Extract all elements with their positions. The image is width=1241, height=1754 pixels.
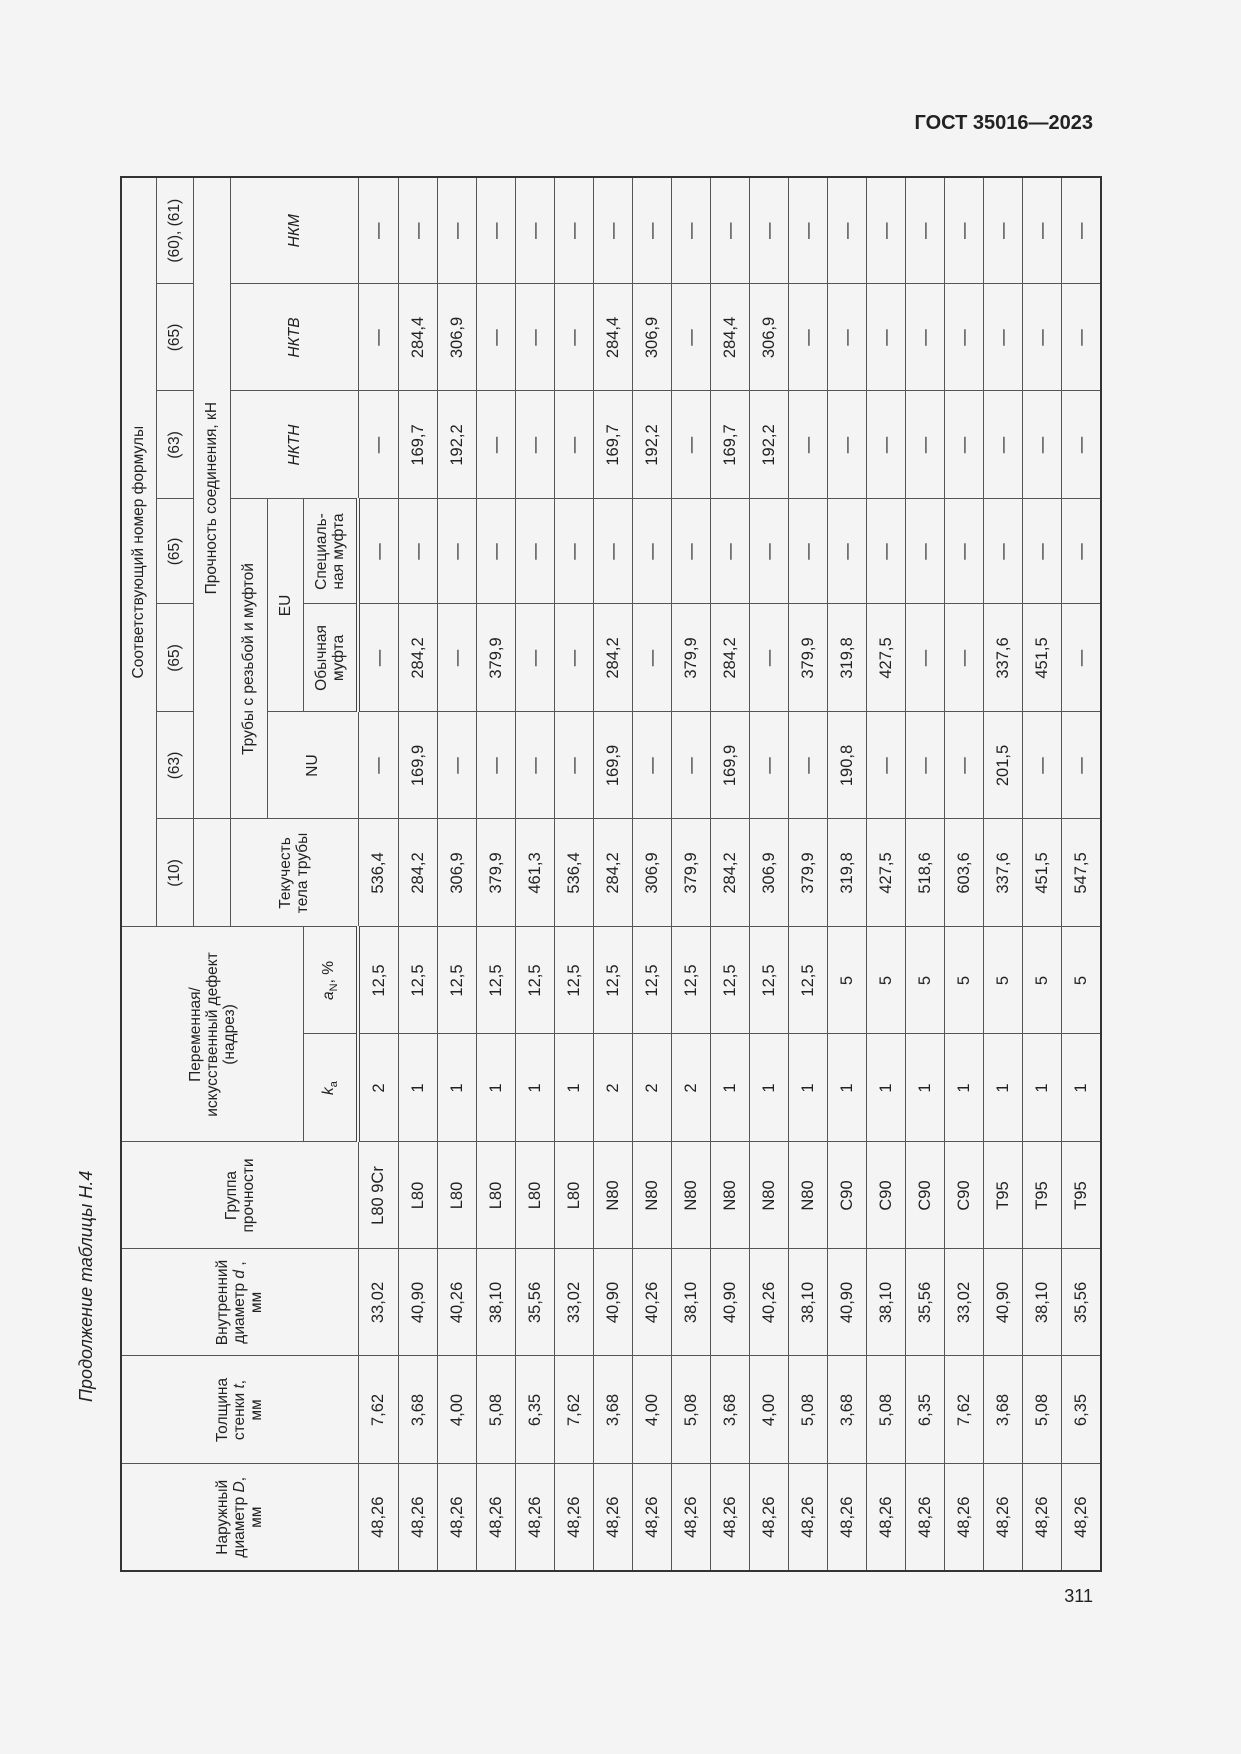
table-cell: — (789, 284, 828, 391)
table-cell: — (516, 604, 555, 712)
pipe-strength-table (120, 176, 1102, 1572)
table-cell: — (633, 177, 672, 284)
header-eu-special: Специаль- ная муфта (304, 499, 359, 604)
table-cell: 40,26 (633, 1249, 672, 1356)
table-cell: — (750, 177, 789, 284)
table-cell: 3,68 (984, 1356, 1023, 1464)
table-cell: — (828, 177, 867, 284)
table-cell: 3,68 (711, 1356, 750, 1464)
header-outer-diameter: Наружный диаметр D, мм (121, 1464, 358, 1571)
table-cell: — (438, 499, 477, 604)
table-cell: — (1023, 712, 1062, 819)
header-inner-diameter: Внутренний диаметр d , мм (121, 1249, 358, 1356)
table-cell: 284,4 (594, 284, 633, 391)
table-cell: 5,08 (477, 1356, 516, 1464)
table-cell: — (867, 391, 906, 499)
table-cell: 319,8 (828, 604, 867, 712)
table-cell: — (1062, 284, 1102, 391)
table-cell: 169,7 (594, 391, 633, 499)
header-formula-number: Соответствующий номер формулы (121, 177, 157, 927)
table-cell: 5,08 (789, 1356, 828, 1464)
table-cell: 284,4 (711, 284, 750, 391)
table-cell: — (358, 712, 399, 819)
table-cell: — (906, 391, 945, 499)
table-cell: 1 (906, 1034, 945, 1142)
table-cell: 4,00 (750, 1356, 789, 1464)
table-cell: 451,5 (1023, 819, 1062, 927)
table-cell: 40,90 (594, 1249, 633, 1356)
table-cell: — (358, 499, 399, 604)
table-cell: 169,9 (399, 712, 438, 819)
table-cell: — (945, 712, 984, 819)
table-cell: 35,56 (1062, 1249, 1102, 1356)
table-cell: 2 (594, 1034, 633, 1142)
table-cell: 48,26 (555, 1464, 594, 1571)
table-cell: — (399, 499, 438, 604)
table-cell: — (828, 284, 867, 391)
document-code: ГОСТ 35016—2023 (914, 112, 1093, 134)
table-body (358, 177, 1101, 1571)
table-cell: — (1023, 177, 1062, 284)
table-cell: 1 (555, 1034, 594, 1142)
table-cell: 48,26 (711, 1464, 750, 1571)
table-cell: 192,2 (633, 391, 672, 499)
table-cell: — (672, 499, 711, 604)
table-cell: 1 (1023, 1034, 1062, 1142)
table-cell: 284,4 (399, 284, 438, 391)
table-row (438, 177, 477, 1571)
table-cell: — (633, 604, 672, 712)
table-cell: L80 (399, 1142, 438, 1249)
table-cell: — (906, 177, 945, 284)
table-cell: — (477, 499, 516, 604)
table-cell: 2 (672, 1034, 711, 1142)
table-cell: 5,08 (1023, 1356, 1062, 1464)
table-cell: 48,26 (750, 1464, 789, 1571)
table-row (672, 177, 711, 1571)
header-an: $a_N$, % (304, 927, 359, 1034)
table-cell: 6,35 (1062, 1356, 1102, 1464)
table-cell: 35,56 (906, 1249, 945, 1356)
table-cell: — (1062, 177, 1102, 284)
table-cell: — (750, 499, 789, 604)
table-cell: N80 (633, 1142, 672, 1249)
table-row (789, 177, 828, 1571)
table-cell: 169,9 (711, 712, 750, 819)
table-cell: 603,6 (945, 819, 984, 927)
header-ka: $k_a$ (304, 1034, 359, 1142)
table-cell: — (358, 391, 399, 499)
table-cell: 536,4 (358, 819, 399, 927)
table-cell: 48,26 (399, 1464, 438, 1571)
table-cell: 284,2 (594, 819, 633, 927)
table-cell: 3,68 (399, 1356, 438, 1464)
header-nktv: НКТВ (231, 284, 359, 391)
table-cell: 48,26 (789, 1464, 828, 1571)
table-cell: — (477, 391, 516, 499)
table-cell: 284,2 (399, 604, 438, 712)
table-cell: 1 (984, 1034, 1023, 1142)
table-cell: N80 (789, 1142, 828, 1249)
table-cell: — (516, 391, 555, 499)
table-cell: — (1062, 712, 1102, 819)
table-cell: 306,9 (633, 284, 672, 391)
table-cell: — (867, 499, 906, 604)
table-cell: 306,9 (438, 819, 477, 927)
table-cell: 192,2 (750, 391, 789, 499)
table-cell: N80 (672, 1142, 711, 1249)
table-cell: 1 (711, 1034, 750, 1142)
table-cell: 337,6 (984, 819, 1023, 927)
table-cell: 427,5 (867, 604, 906, 712)
table-cell: 3,68 (828, 1356, 867, 1464)
table-cell: 4,00 (438, 1356, 477, 1464)
table-cell: 427,5 (867, 819, 906, 927)
table-caption: Продолжение таблицы Н.4 (76, 1170, 96, 1402)
table-cell: 169,7 (399, 391, 438, 499)
table-cell: 4,00 (633, 1356, 672, 1464)
table-cell: 33,02 (358, 1249, 399, 1356)
table-cell: 1 (945, 1034, 984, 1142)
table-cell: — (438, 712, 477, 819)
table-cell: — (633, 499, 672, 604)
table-cell: N80 (711, 1142, 750, 1249)
table-cell: 5 (1023, 927, 1062, 1034)
table-cell: — (945, 391, 984, 499)
table-cell: — (477, 284, 516, 391)
table-cell: — (555, 284, 594, 391)
table-cell: — (1023, 391, 1062, 499)
table-cell: 379,9 (477, 819, 516, 927)
formula-ref: (63) (157, 391, 194, 499)
table-cell: 40,90 (828, 1249, 867, 1356)
table-cell: 12,5 (594, 927, 633, 1034)
header-threaded-coupled: Трубы с резьбой и муфтой (231, 499, 268, 819)
table-cell: 48,26 (516, 1464, 555, 1571)
table-cell: — (1062, 604, 1102, 712)
table-cell: 7,62 (358, 1356, 399, 1464)
table-cell: 38,10 (789, 1249, 828, 1356)
table-cell: 12,5 (477, 927, 516, 1034)
table-cell: 379,9 (672, 819, 711, 927)
formula-ref: (65) (157, 284, 194, 391)
table-cell: 48,26 (594, 1464, 633, 1571)
table-cell: — (945, 177, 984, 284)
header-body-yield: Текучесть тела трубы (231, 819, 359, 927)
table-cell: 38,10 (477, 1249, 516, 1356)
table-cell: 306,9 (438, 284, 477, 391)
table-cell: — (906, 284, 945, 391)
table-cell: — (789, 712, 828, 819)
table-cell: — (594, 499, 633, 604)
table-row (594, 177, 633, 1571)
table-cell: 40,26 (750, 1249, 789, 1356)
table-cell: C90 (828, 1142, 867, 1249)
table-cell: 48,26 (867, 1464, 906, 1571)
table-cell: 1 (399, 1034, 438, 1142)
table-cell: 1 (750, 1034, 789, 1142)
header-nu: NU (268, 712, 359, 819)
header-strength-group: Группа прочности (121, 1142, 358, 1249)
table-cell: — (555, 391, 594, 499)
table-cell: — (358, 284, 399, 391)
table-cell: — (867, 712, 906, 819)
table-row (984, 177, 1023, 1571)
table-cell: 201,5 (984, 712, 1023, 819)
table-cell: — (984, 499, 1023, 604)
table-cell: — (711, 177, 750, 284)
rotated-table-area (76, 178, 1092, 1572)
table-row (358, 177, 399, 1571)
table-row (633, 177, 672, 1571)
table-cell: 48,26 (906, 1464, 945, 1571)
table-cell: — (399, 177, 438, 284)
table-cell: 7,62 (945, 1356, 984, 1464)
table-cell: — (477, 177, 516, 284)
table-cell: — (358, 177, 399, 284)
table-cell: L80 (438, 1142, 477, 1249)
table-cell: — (555, 499, 594, 604)
header-defect: Переменная/ искусственный дефект (надрез) (121, 927, 304, 1142)
table-cell: — (789, 177, 828, 284)
table-cell: 5 (867, 927, 906, 1034)
table-cell: 1 (828, 1034, 867, 1142)
table-cell: L80 (477, 1142, 516, 1249)
table-cell: 1 (789, 1034, 828, 1142)
table-cell: — (516, 284, 555, 391)
empty-header-cell (194, 819, 231, 927)
table-cell: 451,5 (1023, 604, 1062, 712)
table-cell: 284,2 (711, 604, 750, 712)
table-cell: 379,9 (477, 604, 516, 712)
table-cell: 48,26 (477, 1464, 516, 1571)
table-cell: 192,2 (438, 391, 477, 499)
table-cell: 12,5 (399, 927, 438, 1034)
table-cell: — (750, 712, 789, 819)
table-cell: 48,26 (1062, 1464, 1102, 1571)
table-cell: 40,90 (399, 1249, 438, 1356)
table-cell: — (477, 712, 516, 819)
table-cell: — (516, 712, 555, 819)
table-cell: — (516, 177, 555, 284)
formula-ref: (10) (157, 819, 194, 927)
table-cell: 2 (633, 1034, 672, 1142)
table-cell: 3,68 (594, 1356, 633, 1464)
table-cell: 6,35 (516, 1356, 555, 1464)
table-cell: 284,2 (711, 819, 750, 927)
table-cell: 12,5 (750, 927, 789, 1034)
table-cell: — (358, 604, 399, 712)
table-cell: 461,3 (516, 819, 555, 927)
table-cell: — (516, 499, 555, 604)
header-eu-regular: Обычная муфта (304, 604, 359, 712)
table-cell: 1 (1062, 1034, 1102, 1142)
table-cell: — (750, 604, 789, 712)
table-cell: 1 (867, 1034, 906, 1142)
table-cell: 5 (984, 927, 1023, 1034)
table-cell: 12,5 (516, 927, 555, 1034)
header-nktn: НКТН (231, 391, 359, 499)
table-cell: 48,26 (828, 1464, 867, 1571)
table-cell: — (828, 391, 867, 499)
table-cell: N80 (750, 1142, 789, 1249)
table-cell: — (555, 604, 594, 712)
table-row (555, 177, 594, 1571)
table-cell: 284,2 (399, 819, 438, 927)
table-cell: — (906, 604, 945, 712)
table-cell: — (555, 712, 594, 819)
table-cell: — (438, 177, 477, 284)
table-cell: 5 (1062, 927, 1102, 1034)
table-cell: 40,90 (711, 1249, 750, 1356)
table-cell: — (945, 604, 984, 712)
table-cell: 1 (438, 1034, 477, 1142)
table-cell: 5,08 (672, 1356, 711, 1464)
table-cell: 33,02 (945, 1249, 984, 1356)
table-cell: — (711, 499, 750, 604)
table-cell: 48,26 (945, 1464, 984, 1571)
table-row (750, 177, 789, 1571)
table-cell: 2 (358, 1034, 399, 1142)
table-cell: — (789, 391, 828, 499)
table-cell: 48,26 (1023, 1464, 1062, 1571)
table-cell: 337,6 (984, 604, 1023, 712)
table-cell: 379,9 (789, 604, 828, 712)
header-nkm: НКМ (231, 177, 359, 284)
formula-ref: (65) (157, 604, 194, 712)
table-cell: 48,26 (672, 1464, 711, 1571)
table-cell: 48,26 (358, 1464, 399, 1571)
page-number: 311 (1064, 1586, 1093, 1606)
table-cell: 12,5 (672, 927, 711, 1034)
table-cell: 12,5 (633, 927, 672, 1034)
table-cell: — (984, 177, 1023, 284)
table-cell: 284,2 (594, 604, 633, 712)
table-cell: 48,26 (633, 1464, 672, 1571)
table-row (399, 177, 438, 1571)
table-row (828, 177, 867, 1571)
header-connection-strength: Прочность соединения, кН (194, 177, 231, 819)
table-cell: 48,26 (438, 1464, 477, 1571)
formula-ref: (63) (157, 712, 194, 819)
table-cell: 319,8 (828, 819, 867, 927)
table-cell: 1 (516, 1034, 555, 1142)
table-cell: — (672, 391, 711, 499)
table-cell: — (906, 499, 945, 604)
table-cell: 306,9 (750, 819, 789, 927)
table-cell: 547,5 (1062, 819, 1102, 927)
table-cell: T95 (1062, 1142, 1102, 1249)
table-row (1023, 177, 1062, 1571)
table-row (477, 177, 516, 1571)
table-cell: — (1023, 284, 1062, 391)
table-cell: C90 (906, 1142, 945, 1249)
table-cell: T95 (1023, 1142, 1062, 1249)
table-cell: — (984, 391, 1023, 499)
table-cell: 518,6 (906, 819, 945, 927)
table-cell: — (1062, 391, 1102, 499)
table-cell: 48,26 (984, 1464, 1023, 1571)
table-cell: 5 (828, 927, 867, 1034)
table-cell: 38,10 (867, 1249, 906, 1356)
table-cell: — (789, 499, 828, 604)
table-cell: 35,56 (516, 1249, 555, 1356)
table-cell: 40,90 (984, 1249, 1023, 1356)
table-cell: 536,4 (555, 819, 594, 927)
table-cell: 5 (906, 927, 945, 1034)
header-eu: EU (268, 499, 304, 712)
table-cell: — (867, 177, 906, 284)
table-cell: C90 (867, 1142, 906, 1249)
table-cell: 169,9 (594, 712, 633, 819)
table-cell: L80 (516, 1142, 555, 1249)
table-row (945, 177, 984, 1571)
table-cell: — (438, 604, 477, 712)
table-row (711, 177, 750, 1571)
table-cell: — (672, 712, 711, 819)
table-cell: — (906, 712, 945, 819)
table-cell: 12,5 (438, 927, 477, 1034)
table-cell: — (945, 284, 984, 391)
table-cell: — (867, 284, 906, 391)
table-cell: 5,08 (867, 1356, 906, 1464)
table-cell: 379,9 (672, 604, 711, 712)
table-cell: C90 (945, 1142, 984, 1249)
table-cell: 12,5 (358, 927, 399, 1034)
table-cell: — (633, 712, 672, 819)
table-cell: 379,9 (789, 819, 828, 927)
header-wall-thickness: Толщина стенки t, мм (121, 1356, 358, 1464)
table-cell: 306,9 (633, 819, 672, 927)
table-cell: — (672, 284, 711, 391)
table-cell: T95 (984, 1142, 1023, 1249)
table-cell: 12,5 (789, 927, 828, 1034)
formula-ref: (65) (157, 499, 194, 604)
table-cell: 12,5 (555, 927, 594, 1034)
table-cell: — (828, 499, 867, 604)
table-cell: 306,9 (750, 284, 789, 391)
table-cell: — (984, 284, 1023, 391)
table-cell: 7,62 (555, 1356, 594, 1464)
table-cell: 6,35 (906, 1356, 945, 1464)
table-cell: 12,5 (711, 927, 750, 1034)
table-row (516, 177, 555, 1571)
table-cell: L80 (555, 1142, 594, 1249)
table-cell: N80 (594, 1142, 633, 1249)
table-row (1062, 177, 1102, 1571)
table-cell: 40,26 (438, 1249, 477, 1356)
table-cell: 38,10 (672, 1249, 711, 1356)
table-cell: — (555, 177, 594, 284)
table-cell: 1 (477, 1034, 516, 1142)
table-cell: — (945, 499, 984, 604)
table-cell: 5 (945, 927, 984, 1034)
table-cell: — (1062, 499, 1102, 604)
table-cell: — (672, 177, 711, 284)
table-row (867, 177, 906, 1571)
formula-ref: (60), (61) (157, 177, 194, 284)
table-row (906, 177, 945, 1571)
table-cell: 33,02 (555, 1249, 594, 1356)
table-cell: — (1023, 499, 1062, 604)
table-cell: 169,7 (711, 391, 750, 499)
table-cell: — (594, 177, 633, 284)
table-cell: 38,10 (1023, 1249, 1062, 1356)
table-cell: L80 9Cr (358, 1142, 399, 1249)
table-cell: 190,8 (828, 712, 867, 819)
